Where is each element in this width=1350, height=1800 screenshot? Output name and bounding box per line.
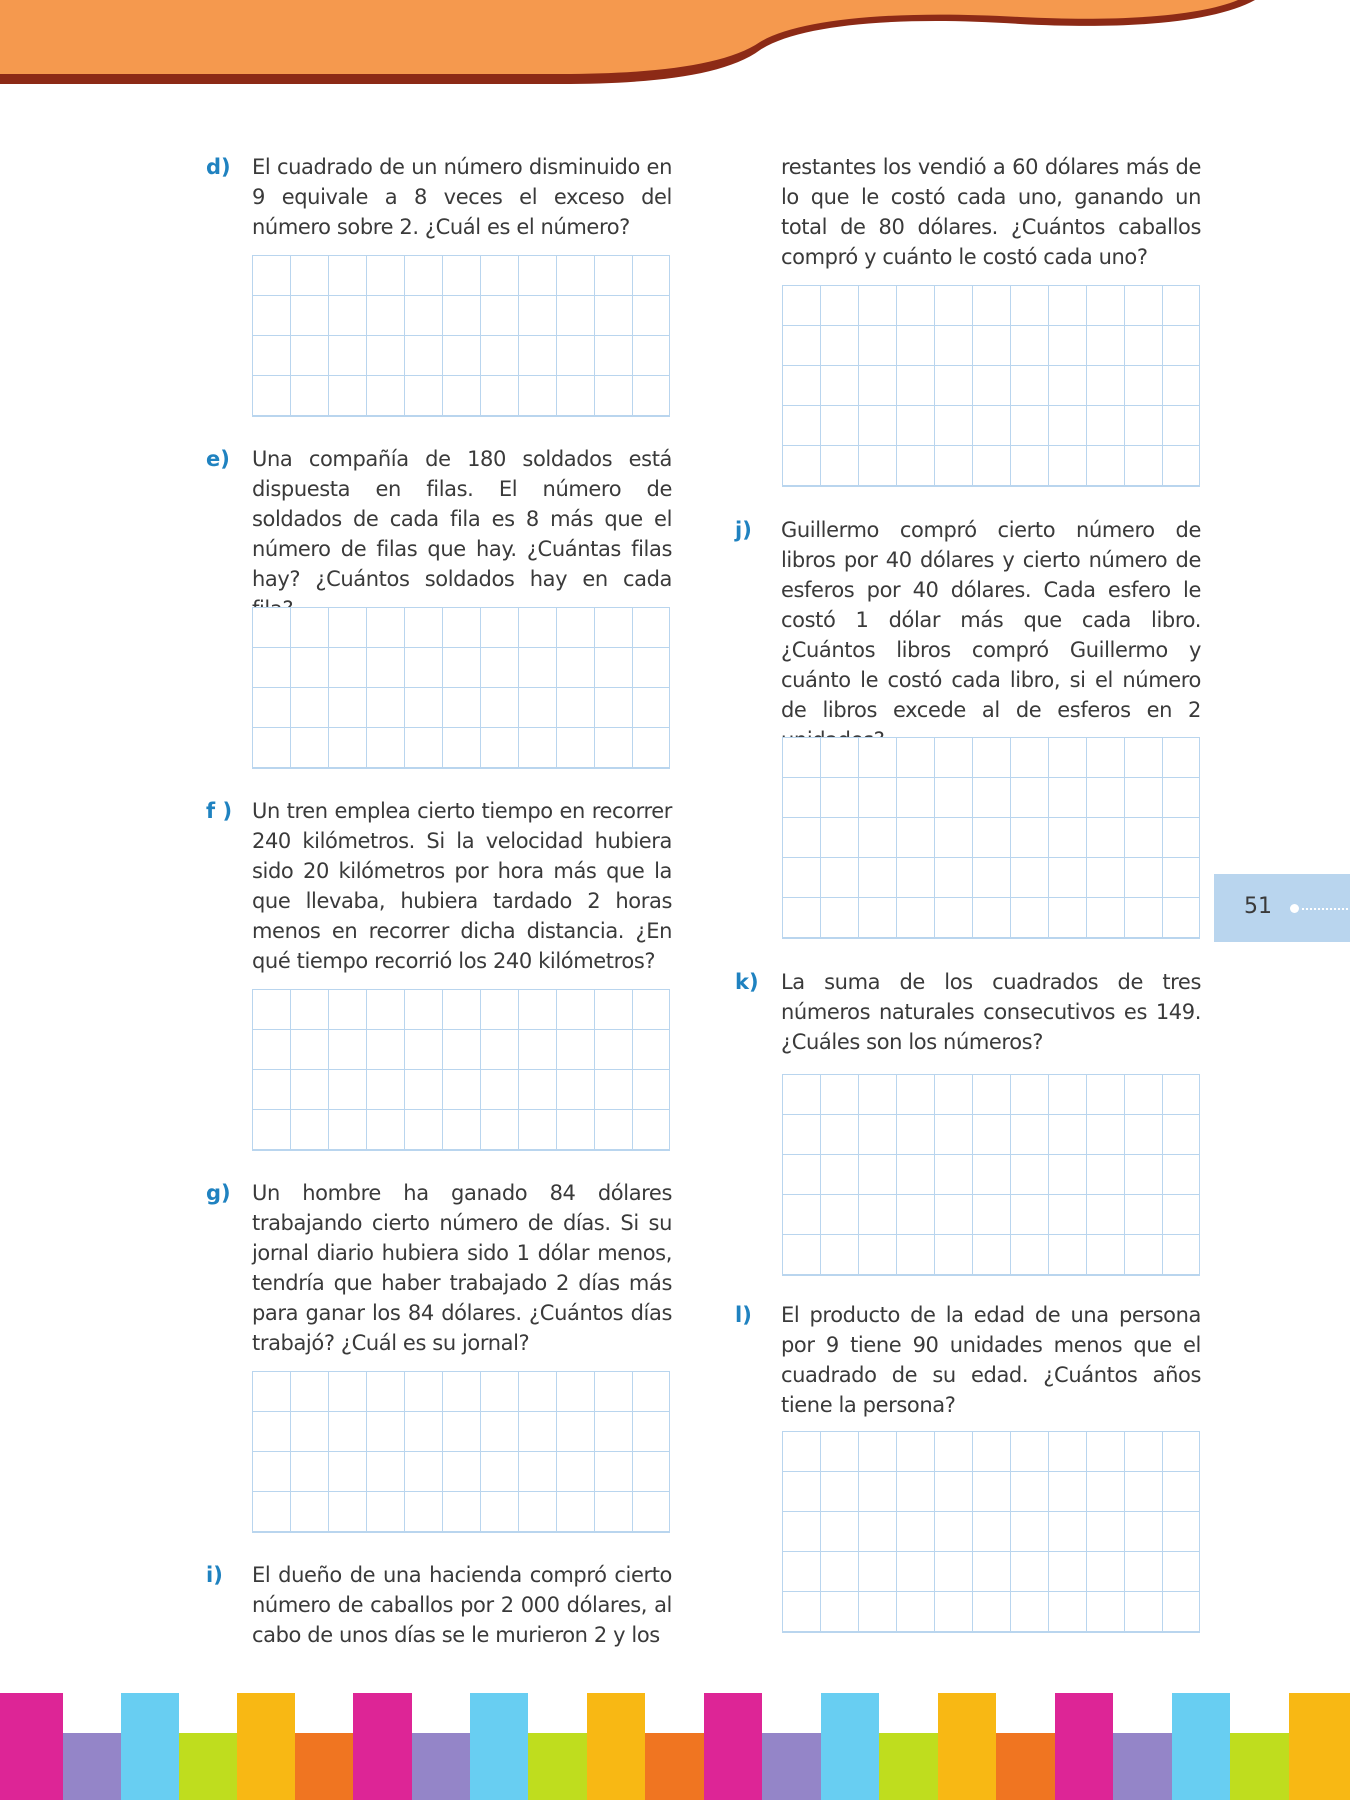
problem-text: Una compañía de 180 soldados está dispuesta en filas. El número de soldados de cada fila es 8 más que el número de filas que hay. ¿Cuántas filas hay? ¿Cuántos soldados hay en cada: [252, 447, 672, 591]
stripe: [938, 1693, 996, 1800]
problem-text: El producto de la edad de una persona por 9 tiene 90 unidades menos que el cuadrado de su edad. ¿Cuántos años tiene la persona?: [781, 1303, 1201, 1417]
stripe: [1113, 1733, 1172, 1800]
problem-text: El cuadrado de un número disminuido en 9 equivale a 8 veces el exceso del número sobre 2. ¿Cuál es el número?: [252, 155, 672, 239]
answer-grid-k[interactable]: [782, 1074, 1200, 1276]
stripe: [587, 1693, 645, 1800]
stripe: [121, 1693, 179, 1800]
problem-letter: g): [206, 1181, 231, 1205]
stripe: [470, 1693, 528, 1800]
stripe: [1172, 1693, 1230, 1800]
stripe: [237, 1693, 295, 1800]
stripe: [762, 1733, 821, 1800]
problem-text: Guillermo compró cierto número de libros por 40 dólares y cierto número de esferos por 40 dólares. Cada esfero le costó 1 dólar más que cada libro. ¿Cuántos libros compró Guillermo y cuánto le costó cada libro, si el número de libros excede al de esferos en 2: [781, 518, 1201, 722]
stripe: [295, 1733, 353, 1800]
problem-text: La suma de los cuadrados de tres números naturales consecutivos es 149. ¿Cuáles son los números?: [781, 970, 1201, 1054]
stripe: [821, 1693, 879, 1800]
stripe: [179, 1733, 237, 1800]
header-wave: [0, 0, 1350, 100]
dot-icon: [1290, 904, 1299, 913]
stripe: [645, 1733, 704, 1800]
problem-letter: k): [735, 970, 759, 994]
problem-letter: d): [206, 155, 231, 179]
stripe: [63, 1733, 121, 1800]
stripe: [1230, 1733, 1289, 1800]
problem-letter: l): [735, 1303, 752, 1327]
stripe: [996, 1733, 1055, 1800]
page-number-tab: [1214, 874, 1350, 942]
answer-grid-f[interactable]: [252, 989, 670, 1151]
answer-grid-j[interactable]: [782, 737, 1200, 939]
answer-grid-e[interactable]: [252, 607, 670, 769]
stripe: [1289, 1693, 1350, 1800]
answer-grid-l[interactable]: [782, 1431, 1200, 1633]
decorative-stripe-band: [0, 1693, 1350, 1800]
stripe: [412, 1733, 470, 1800]
stripe: [1055, 1693, 1113, 1800]
dotted-line: [1302, 908, 1348, 910]
stripe: [879, 1733, 938, 1800]
problem-letter: j): [735, 518, 752, 542]
answer-grid-i[interactable]: [782, 285, 1200, 487]
stripe: [0, 1693, 63, 1800]
problem-text: El dueño de una hacienda compró cierto número de caballos por 2 000 dólares, al cabo de unos días se le murieron 2 y los: [252, 1563, 672, 1647]
problem-letter: i): [206, 1563, 223, 1587]
answer-grid-d[interactable]: [252, 255, 670, 417]
answer-grid-g[interactable]: [252, 1371, 670, 1533]
stripe: [528, 1733, 587, 1800]
problem-text: Un hombre ha ganado 84 dólares trabajando cierto número de días. Si su jornal diario hubiera sido 1 dólar menos, tendría que haber trabajado 2 días más para ganar los 84 dólares. ¿Cuántos días trabajó? ¿Cuál es su jornal?: [252, 1181, 672, 1355]
problem-letter: e): [206, 447, 230, 471]
problem-letter: f ): [206, 799, 233, 823]
stripe: [353, 1693, 412, 1800]
problem-text: Un tren emplea cierto tiempo en recorrer 240 kilómetros. Si la velocidad hubiera sido 20 kilómetros por hora más que la que llevaba, hubiera tardado 2 horas menos en recorrer dicha distancia. ¿En qué tiempo recorrió los 240 kilómetros?: [252, 799, 672, 973]
problem-text: restantes los vendió a 60 dólares más de lo que le costó cada uno, ganando un total de 80 dólares. ¿Cuántos caballos compró y cuánto le costó cada uno?: [781, 155, 1201, 269]
page-number: 51: [1244, 894, 1272, 919]
stripe: [704, 1693, 762, 1800]
